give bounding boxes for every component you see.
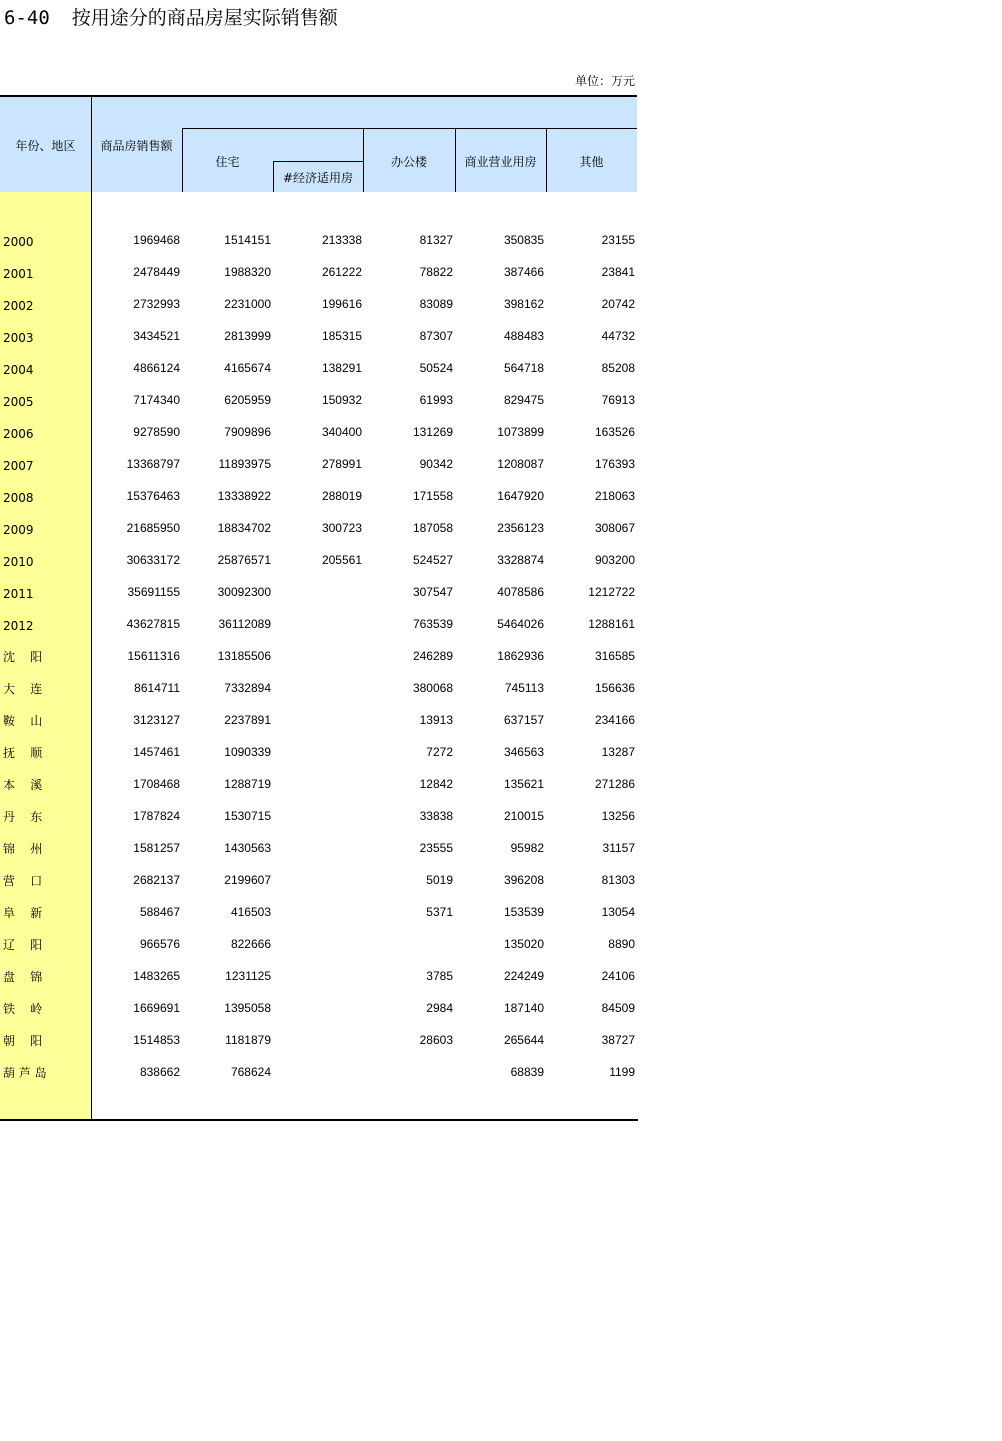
cell-commercial: 153539 [503,905,544,919]
cell-total: 21685950 [126,521,180,535]
cell-other: 163526 [594,425,635,439]
row-label: 本 溪 [3,778,43,792]
cell-residential: 30092300 [217,585,271,599]
cell-total: 1483265 [133,969,180,983]
row-label: 2012 [3,619,34,633]
cell-office: 5371 [426,905,453,919]
table-row [0,1051,637,1083]
cell-total: 15376463 [126,489,180,503]
cell-residential: 7332894 [224,681,271,695]
cell-office: 13913 [419,713,453,727]
header-region: 年份、地区 [15,138,76,153]
table-row [0,571,637,603]
cell-other: 76913 [601,393,635,407]
cell-residential: 822666 [230,937,271,951]
cell-residential: 768624 [230,1065,271,1079]
cell-affordable: 261222 [321,265,362,279]
table-row [0,891,637,923]
cell-office: 90342 [419,457,453,471]
row-label: 2000 [3,235,34,249]
cell-commercial: 3328874 [497,553,544,567]
cell-commercial: 95982 [510,841,544,855]
cell-commercial: 2356123 [497,521,544,535]
cell-residential: 2237891 [224,713,271,727]
cell-total: 1969468 [133,233,180,247]
cell-residential: 18834702 [217,521,271,535]
cell-other: 20742 [601,297,635,311]
cell-office: 83089 [419,297,453,311]
cell-commercial: 396208 [503,873,544,887]
table-row [0,507,637,539]
cell-office: 131269 [412,425,453,439]
cell-total: 30633172 [126,553,180,567]
row-label: 盘 锦 [3,970,43,984]
cell-commercial: 1862936 [497,649,544,663]
table-row [0,731,637,763]
table-number: 6-40 [4,7,50,29]
row-label: 2005 [3,395,34,409]
cell-other: 44732 [601,329,635,343]
cell-commercial: 4078586 [497,585,544,599]
cell-office: 3785 [426,969,453,983]
header-residential: 住宅 [215,154,240,169]
cell-other: 1288161 [588,617,635,631]
cell-other: 24106 [601,969,635,983]
cell-affordable: 150932 [321,393,362,407]
table-row [0,699,637,731]
row-label: 2002 [3,299,34,313]
cell-residential: 1430563 [224,841,271,855]
cell-total: 1708468 [133,777,180,791]
row-label: 2010 [3,555,34,569]
cell-residential: 416503 [230,905,271,919]
cell-other: 1212722 [588,585,635,599]
cell-office: 23555 [419,841,453,855]
cell-office: 78822 [419,265,453,279]
cell-total: 13368797 [126,457,180,471]
cell-commercial: 135621 [503,777,544,791]
cell-other: 23155 [601,233,635,247]
cell-office: 50524 [419,361,453,375]
cell-office: 87307 [419,329,453,343]
page-title [4,5,338,31]
cell-total: 2478449 [133,265,180,279]
cell-other: 176393 [594,457,635,471]
cell-total: 588467 [139,905,180,919]
cell-other: 84509 [601,1001,635,1015]
cell-total: 2732993 [133,297,180,311]
cell-other: 81303 [601,873,635,887]
cell-total: 8614711 [134,681,180,695]
table-row [0,923,637,955]
cell-total: 7174340 [133,393,180,407]
cell-other: 13256 [601,809,635,823]
table-title: 按用途分的商品房屋实际销售额 [71,7,338,29]
cell-office: 246289 [412,649,453,663]
cell-total: 35691155 [127,585,180,599]
row-label: 2011 [3,587,34,601]
cell-residential: 2813999 [224,329,271,343]
cell-total: 966576 [139,937,180,951]
cell-office: 33838 [419,809,453,823]
cell-commercial: 135020 [503,937,544,951]
cell-commercial: 1208087 [497,457,544,471]
table-row [0,411,637,443]
cell-office: 763539 [412,617,453,631]
cell-office: 81327 [419,233,453,247]
cell-commercial: 488483 [503,329,544,343]
cell-residential: 36112089 [218,617,271,631]
cell-residential: 1090339 [224,745,271,759]
cell-other: 31157 [602,841,635,855]
cell-total: 1787824 [133,809,180,823]
cell-other: 308067 [594,521,635,535]
cell-affordable: 340400 [321,425,362,439]
cell-residential: 1288719 [224,777,271,791]
cell-total: 1669691 [133,1001,180,1015]
cell-other: 23841 [601,265,635,279]
cell-affordable: 185315 [321,329,362,343]
cell-residential: 13338922 [217,489,271,503]
cell-other: 1199 [609,1065,635,1079]
cell-commercial: 224249 [503,969,544,983]
cell-total: 15611316 [127,649,180,663]
cell-affordable: 288019 [321,489,362,503]
cell-other: 38727 [601,1033,635,1047]
cell-affordable: 300723 [321,521,362,535]
cell-total: 1581257 [133,841,180,855]
row-label: 辽 阳 [3,938,43,952]
cell-commercial: 387466 [503,265,544,279]
table-row [0,763,637,795]
cell-office: 5019 [426,873,453,887]
table-row [0,347,637,379]
cell-affordable: 205561 [321,553,362,567]
cell-commercial: 637157 [503,713,544,727]
table-row [0,379,637,411]
row-label: 2008 [3,491,34,505]
cell-total: 9278590 [133,425,180,439]
table-row [0,987,637,1019]
cell-other: 156636 [594,681,635,695]
table-row [0,475,637,507]
table-row [0,635,637,667]
row-label: 葫 芦 岛 [3,1066,47,1080]
cell-residential: 4165674 [224,361,271,375]
row-label: 2004 [3,363,34,377]
row-label: 沈 阳 [3,650,43,664]
table-row [0,283,637,315]
cell-other: 218063 [594,489,635,503]
row-label: 抚 顺 [3,746,43,760]
table-bottom-rule [0,1119,638,1121]
cell-residential: 1181879 [225,1033,271,1047]
row-label: 丹 东 [3,810,43,824]
cell-other: 13287 [601,745,635,759]
cell-commercial: 187140 [503,1001,544,1015]
cell-residential: 7909896 [224,425,271,439]
row-label: 鞍 山 [3,714,43,728]
cell-office: 7272 [426,745,453,759]
cell-residential: 1988320 [224,265,271,279]
table-header [0,95,637,192]
cell-residential: 2199607 [224,873,271,887]
cell-total: 4866124 [133,361,180,375]
unit-label: 单位：万元 [574,74,635,88]
row-label: 2001 [3,267,34,281]
table-row [0,859,637,891]
cell-other: 271286 [594,777,635,791]
cell-total: 1514853 [133,1033,180,1047]
header-affordable: #经济适用房 [282,170,354,185]
header-other: 其他 [579,154,604,169]
cell-office: 171558 [412,489,453,503]
row-label: 朝 阳 [3,1034,43,1048]
cell-commercial: 210015 [503,809,544,823]
cell-affordable: 138291 [321,361,362,375]
cell-residential: 1231125 [225,969,271,983]
cell-residential: 1395058 [224,1001,271,1015]
cell-total: 43627815 [126,617,180,631]
cell-other: 903200 [594,553,635,567]
table-row [0,667,637,699]
cell-office: 307547 [412,585,453,599]
cell-total: 838662 [139,1065,180,1079]
table-row [0,795,637,827]
cell-office: 28603 [419,1033,453,1047]
cell-office: 524527 [412,553,453,567]
cell-total: 1457461 [133,745,180,759]
table-row [0,251,637,283]
row-label: 锦 州 [3,842,43,856]
cell-total: 3434521 [133,329,180,343]
cell-affordable: 213338 [321,233,362,247]
cell-affordable: 278991 [321,457,362,471]
cell-office: 187058 [412,521,453,535]
cell-affordable: 199616 [321,297,362,311]
table-row [0,443,637,475]
cell-office: 2984 [426,1001,453,1015]
cell-other: 234166 [594,713,635,727]
row-label: 2007 [3,459,34,473]
cell-residential: 1514151 [224,233,271,247]
table-row [0,539,637,571]
row-label: 2006 [3,427,34,441]
table-row [0,827,637,859]
cell-residential: 1530715 [224,809,271,823]
cell-residential: 13185506 [217,649,271,663]
row-label: 大 连 [3,682,43,696]
cell-total: 2682137 [133,873,180,887]
cell-office: 12842 [419,777,453,791]
cell-residential: 11893975 [218,457,271,471]
cell-commercial: 564718 [503,361,544,375]
table-row [0,219,637,251]
row-label: 营 口 [3,874,43,888]
cell-commercial: 265644 [503,1033,544,1047]
table-row [0,1019,637,1051]
cell-commercial: 346563 [503,745,544,759]
cell-total: 3123127 [133,713,180,727]
cell-commercial: 829475 [503,393,544,407]
cell-commercial: 398162 [503,297,544,311]
cell-residential: 25876571 [217,553,271,567]
row-label: 阜 新 [3,906,43,920]
table-row [0,603,637,635]
cell-other: 85208 [601,361,635,375]
table-row [0,955,637,987]
header-commercial: 商业营业用房 [464,154,537,169]
cell-commercial: 1073899 [497,425,544,439]
row-label: 铁 岭 [3,1002,43,1016]
cell-commercial: 5464026 [497,617,544,631]
cell-residential: 2231000 [224,297,271,311]
cell-residential: 6205959 [224,393,271,407]
cell-commercial: 68839 [510,1065,544,1079]
cell-other: 13054 [601,905,635,919]
header-office: 办公楼 [390,154,427,169]
table-row [0,315,637,347]
cell-office: 380068 [412,681,453,695]
cell-other: 8890 [608,937,635,951]
row-label: 2009 [3,523,34,537]
header-total: 商品房销售额 [100,138,173,153]
cell-office: 61993 [419,393,453,407]
cell-commercial: 745113 [504,681,544,695]
row-label: 2003 [3,331,34,345]
cell-commercial: 1647920 [497,489,544,503]
cell-other: 316585 [594,649,635,663]
cell-commercial: 350835 [503,233,544,247]
